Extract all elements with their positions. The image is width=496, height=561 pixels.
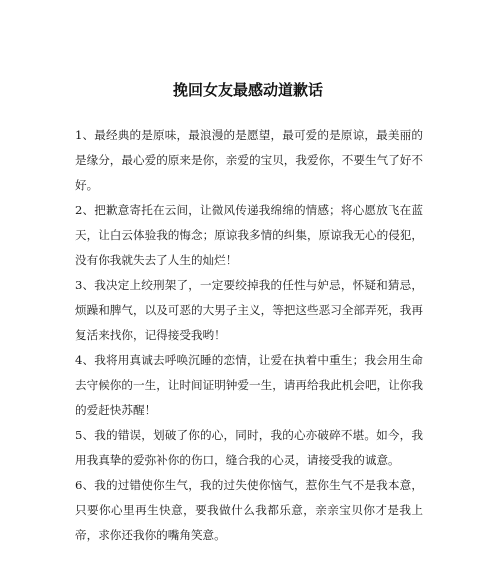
paragraph-5: 5、我的错误，划破了你的心，同时，我的心亦破碎不堪。如今，我用我真挚的爱弥补你的伤口，缝合我的心灵，请接受我的诚意。	[75, 428, 423, 467]
paragraph-2: 2、把歉意寄托在云间，让微风传递我绵绵的情感；将心愿放飞在蓝天，让白云体验我的悔念；原谅我多情的纠集，原谅我无心的侵犯，没有你我就失去了人生的灿烂！	[75, 203, 423, 267]
paragraph-6: 6、我的过错使你生气，我的过失使你恼气，惹你生气不是我本意，只要你心里再生快意，要我做什么我都乐意，亲亲宝贝你才是我上帝，求你还我你的嘴角笑意。	[75, 478, 423, 542]
document-body	[75, 123, 423, 548]
paragraph-4: 4、我将用真诚去呼唤沉睡的恋情，让爱在执着中重生；我会用生命去守候你的一生，让时间证明钟爱一生，请再给我此机会吧，让你我的爱赶快苏醒！	[75, 353, 423, 417]
document-title: 挽回女友最感动道歉话	[172, 81, 323, 99]
paragraph-3: 3、我决定上绞刑架了，一定要绞掉我的任性与妒忌，怀疑和猜忌，烦躁和脾气，以及可恶的大男子主义，等把这些恶习全部弄死，我再复活来找你，记得接受我哟！	[75, 278, 423, 342]
paragraph-1: 1、最经典的是原味，最浪漫的是愿望，最可爱的是原谅，最美丽的是缘分，最心爱的原来是你，亲爱的宝贝，我爱你，不要生气了好不好。	[75, 128, 423, 192]
